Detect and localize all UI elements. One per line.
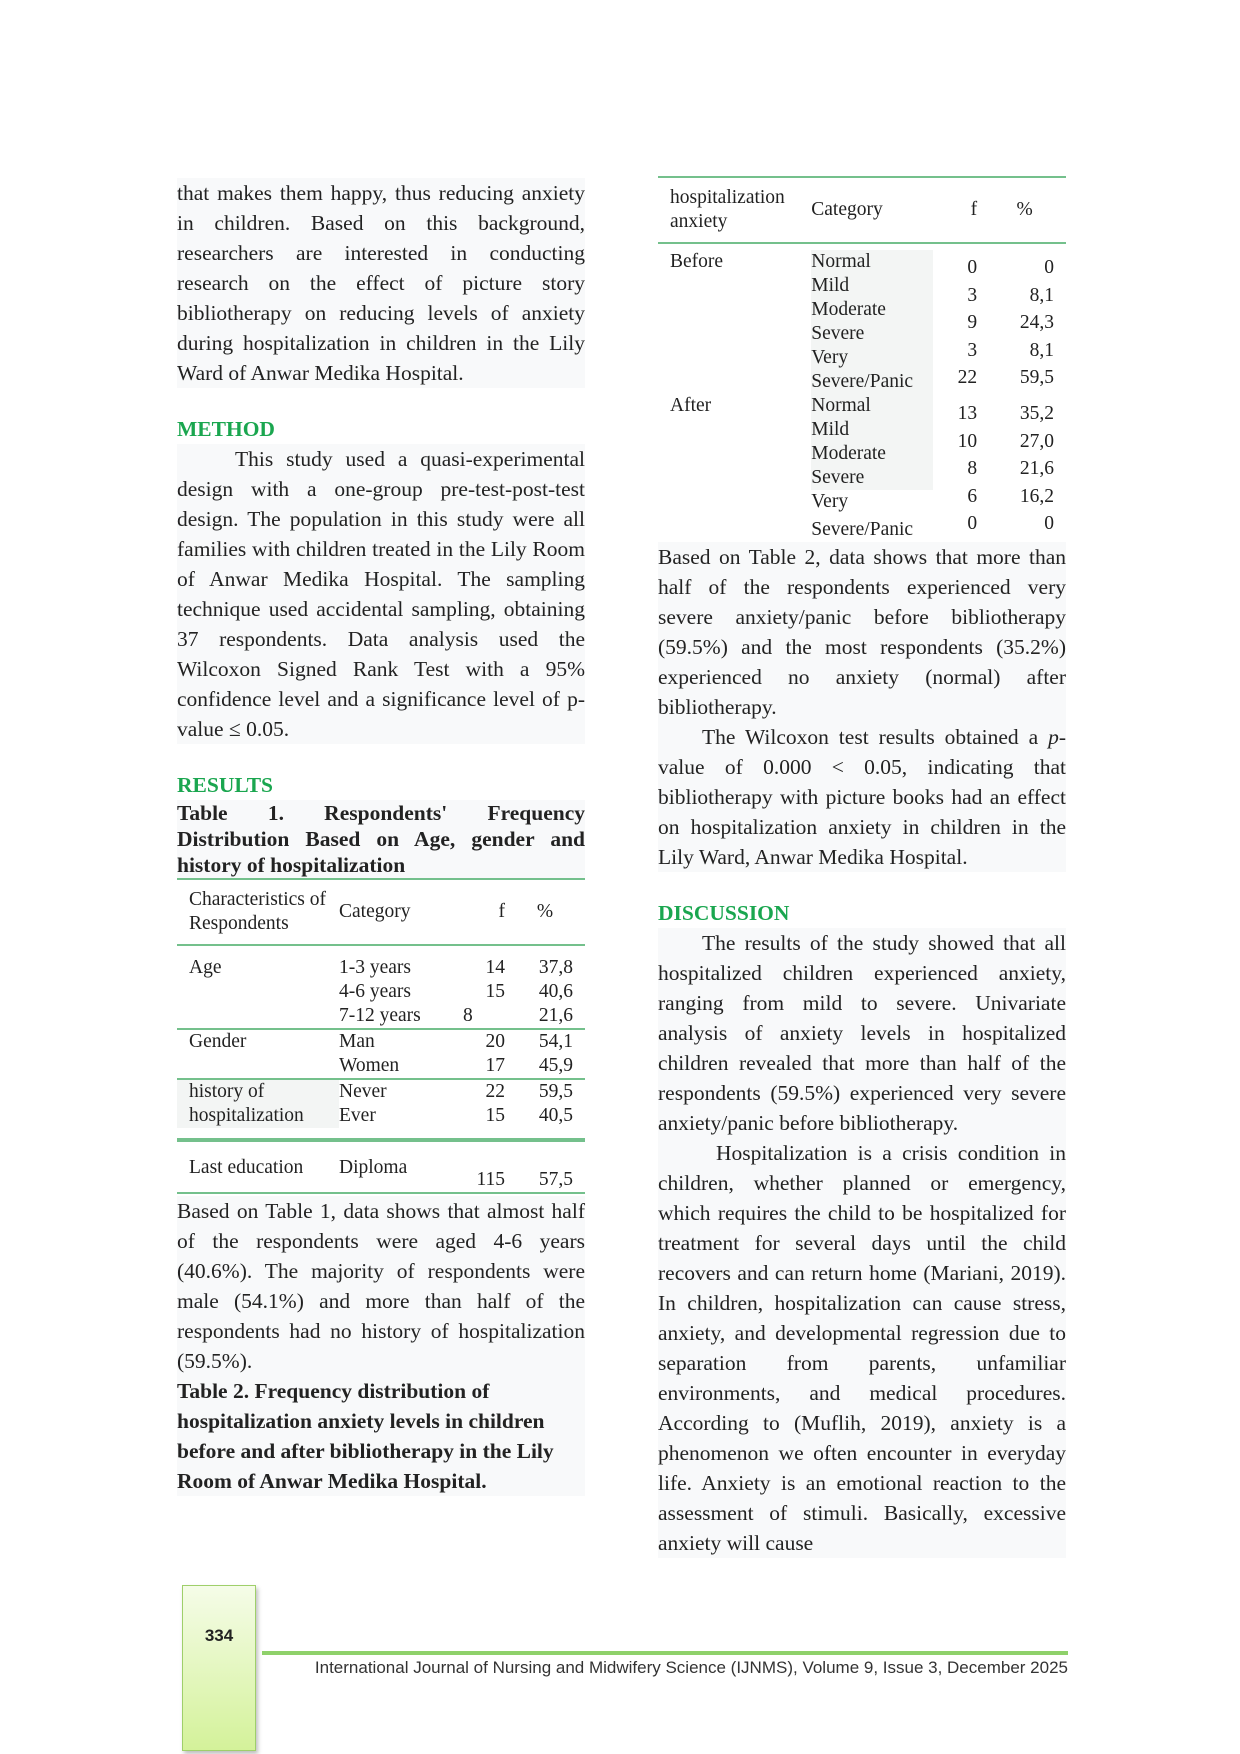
pct-value: 0 (1044, 257, 1054, 278)
table-2 (658, 176, 1066, 542)
table-cell (811, 394, 933, 542)
table-cell: 45,9 (538, 1055, 573, 1076)
left-column (177, 178, 585, 1496)
table-cell: Ever (339, 1105, 376, 1126)
table2-header-category: Category (811, 177, 933, 243)
pct-value: 0 (1044, 513, 1054, 534)
table1-header-characteristics: Characteristics of Respondents (177, 879, 339, 945)
pct-value: 35,2 (1019, 403, 1054, 424)
f-value: 8 (967, 458, 978, 479)
category-label: Severe (811, 322, 933, 346)
results-heading: RESULTS (177, 773, 274, 797)
table-cell: Gender (177, 1029, 339, 1054)
method-heading: METHOD (177, 417, 275, 441)
table-cell: 57,5 (505, 1141, 585, 1193)
italic-p: p (1048, 725, 1059, 749)
table-cell: 14 (485, 957, 505, 978)
category-label: Severe (811, 466, 933, 490)
table-cell: 40,5 (538, 1105, 573, 1126)
f-value: 9 (967, 312, 978, 333)
table-cell: 54,1 (505, 1029, 585, 1054)
page-number: 334 (204, 1626, 234, 1645)
discussion-paragraph-2: Hospitalization is a crisis condition in children, whether planned or emergency, which requires the child to be hospitalized for treatment for several days until the child recovers and can return home (Mariani, 2019). In children, hospitalization can cause stress, anxiety, and developmental regression due to separation from parents, unfamiliar environments, and medical procedures. According to (Muflih, 2019), anxiety is a phenomenon we often encounter in everyday life. Anxiety is an emotional reaction to the assessment of stimuli. Basically, excessive anxiety will cause (658, 1138, 1066, 1558)
table-cell: 7-12 years (339, 1005, 421, 1026)
f-value: 13 (957, 403, 978, 424)
f-value: 0 (967, 257, 978, 278)
table-cell: Last education (177, 1141, 339, 1193)
f-value: 3 (967, 284, 978, 306)
pct-value: 8,1 (1029, 284, 1054, 306)
f-value: 22 (957, 367, 978, 388)
table-cell: Never (339, 1079, 457, 1104)
table-cell: Before (670, 251, 724, 272)
table1-header-category: Category (339, 879, 457, 945)
pct-value: 21,6 (1019, 458, 1054, 479)
table-1 (177, 878, 585, 1194)
table1-summary-paragraph: Based on Table 1, data shows that almost half of the respondents were aged 4-6 years (40.6%). The majority of respondents were male (54.1%) and more than half of the respondents had no history of hospitalization (59.5%). (177, 1196, 585, 1376)
table-row (177, 1141, 585, 1193)
table-cell: Women (339, 1055, 400, 1076)
table-row (177, 1029, 585, 1054)
footer-rule (262, 1651, 1068, 1655)
table-cell: 40,6 (538, 981, 573, 1002)
text-run: -value of 0.000 < 0.05, indicating that bibliotherapy with picture books had an effect on hospitalization anxiety in children in the Lily Ward, Anwar Medika Hospital. (658, 725, 1066, 869)
table-row (177, 980, 585, 1004)
table2-header-f: f (933, 177, 983, 243)
category-label: Severe/Panic (811, 519, 914, 540)
category-label: Mild (811, 274, 933, 298)
pct-value: 16,2 (1019, 485, 1054, 507)
discussion-paragraph-1: The results of the study showed that all hospitalized children experienced anxiety, ranging from mild to severe. Univariate analysis of anxiety levels in hospitalized children revealed that more than half of the respondents (59.5%) experienced very severe anxiety/panic before bibliotherapy. (658, 928, 1066, 1138)
table1-header-pct: % (505, 879, 585, 945)
category-label: Severe/Panic (811, 370, 933, 394)
table2-header-pct: % (983, 177, 1066, 243)
table-cell (933, 243, 983, 394)
pct-value: 27,0 (1019, 430, 1054, 452)
table-cell (933, 394, 983, 542)
text-run: The Wilcoxon test results obtained a (702, 725, 1049, 749)
f-value: 0 (967, 513, 978, 534)
table-cell (177, 1004, 339, 1029)
category-label: Moderate (811, 442, 933, 466)
table-row (177, 1079, 585, 1104)
category-label: Moderate (811, 298, 933, 322)
table-cell: Diploma (339, 1141, 457, 1193)
table-cell: 8 (463, 1005, 473, 1026)
table-cell: 15 (485, 981, 505, 1002)
f-value: 3 (967, 339, 978, 361)
table-cell: 4-6 years (339, 981, 412, 1002)
table-cell: 17 (485, 1055, 505, 1076)
table-cell: 22 (457, 1079, 505, 1104)
table-cell: 21,6 (538, 1005, 573, 1026)
table-cell: 115 (457, 1141, 505, 1193)
category-label: Very (811, 491, 849, 512)
pct-value: 24,3 (1019, 312, 1054, 333)
f-value: 6 (967, 485, 978, 507)
table-row (177, 1054, 585, 1079)
table-group-before (658, 243, 1066, 394)
category-label: Very (811, 346, 933, 370)
table-cell (177, 1054, 339, 1079)
journal-footer: International Journal of Nursing and Midwifery Science (IJNMS), Volume 9, Issue 3, December 2025 (314, 1658, 1068, 1677)
table-row (177, 945, 585, 980)
category-label: Normal (811, 394, 933, 418)
table-cell: 15 (485, 1105, 505, 1126)
table-cell: 20 (457, 1029, 505, 1054)
table-cell: 1-3 years (339, 957, 412, 978)
table-cell: After (670, 395, 712, 416)
table-cell (177, 980, 339, 1004)
table-cell (983, 243, 1066, 394)
right-column (658, 176, 1066, 1558)
table-cell: 37,8 (538, 957, 573, 978)
discussion-heading: DISCUSSION (658, 901, 790, 925)
f-value: 10 (957, 430, 978, 452)
wilcoxon-paragraph (658, 722, 1066, 872)
table2-summary-paragraph: Based on Table 2, data shows that more than half of the respondents experienced very severe anxiety/panic before bibliotherapy (59.5%) and the most respondents (35.2%) experienced no anxiety (normal) after bibliotherapy. (658, 542, 1066, 722)
table2-caption: Table 2. Frequency distribution of hospitalization anxiety levels in children before and after bibliotherapy in the Lily Room of Anwar Medika Hospital. (177, 1376, 585, 1496)
table-cell: Man (339, 1029, 457, 1054)
category-label: Normal (811, 250, 933, 274)
table-cell: Age (189, 957, 222, 978)
intro-paragraph: that makes them happy, thus reducing anxiety in children. Based on this background, researchers are interested in conducting research on the effect of picture story bibliotherapy on reducing levels of anxiety during hospitalization in children in the Lily Ward of Anwar Medika Hospital. (177, 178, 585, 388)
category-label: Mild (811, 418, 933, 442)
table-cell: 59,5 (505, 1079, 585, 1104)
pct-value: 8,1 (1029, 339, 1054, 361)
table-group-after (658, 394, 1066, 542)
table2-header-anxiety: hospitalization anxiety (658, 177, 811, 243)
table1-header-f: f (457, 879, 505, 945)
pct-value: 59,5 (1019, 367, 1054, 388)
method-paragraph: This study used a quasi-experimental design with a one-group pre-test-post-test design. The population in this study were all families with children treated in the Lily Room of Anwar Medika Hospital. The sampling technique used accidental sampling, obtaining 37 respondents. Data analysis used the Wilcoxon Signed Rank Test with a 95% confidence level and a significance level of p-value ≤ 0.05. (177, 444, 585, 744)
table-row (177, 1004, 585, 1029)
table-cell (811, 243, 933, 394)
page-number-box (182, 1585, 256, 1751)
table-cell: history of hospitalization (177, 1079, 339, 1128)
table-cell (983, 394, 1066, 542)
table1-caption: Table 1. Respondents' Frequency Distribution Based on Age, gender and history of hospitalization (177, 801, 585, 877)
